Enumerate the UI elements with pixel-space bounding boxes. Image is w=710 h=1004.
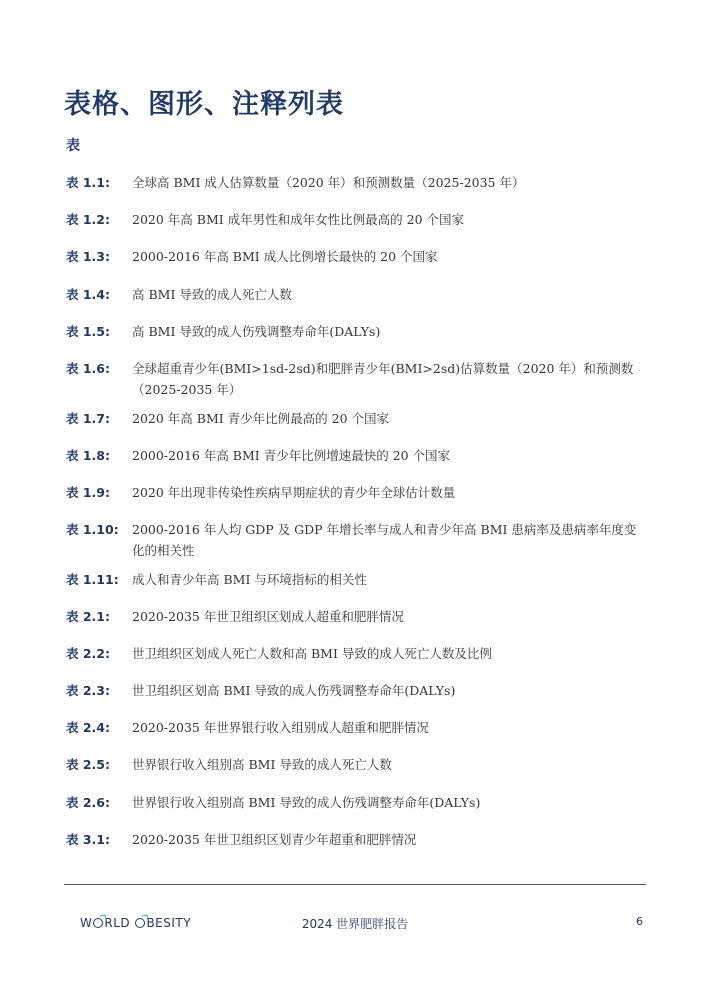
table-title: 2000-2016 年人均 GDP 及 GDP 年增长率与成人和青少年高 BMI 患病率及患病率年度变化的相关性 <box>132 522 637 558</box>
list-item[interactable] <box>66 408 648 429</box>
table-number: 表 1.10: <box>66 522 119 537</box>
list-item[interactable] <box>66 643 648 664</box>
table-title: 2020 年出现非传染性疾病早期症状的青少年全球估计数量 <box>132 485 456 500</box>
table-title: 2020 年高 BMI 成年男性和成年女性比例最高的 20 个国家 <box>132 212 465 227</box>
list-item[interactable] <box>66 172 648 193</box>
logo-text-w: W <box>80 916 93 930</box>
page-title: 表格、图形、注释列表 <box>64 89 344 120</box>
report-title: 2024 世界肥胖报告 <box>301 917 409 931</box>
list-item[interactable] <box>66 680 648 701</box>
logo-text-rld: RLD <box>104 916 135 930</box>
table-number: 表 1.3: <box>66 249 110 264</box>
table-number: 表 2.4: <box>66 720 110 735</box>
table-title: 2000-2016 年高 BMI 成人比例增长最快的 20 个国家 <box>132 249 438 264</box>
table-title: 全球高 BMI 成人估算数量（2020 年）和预测数量（2025-2035 年） <box>132 175 525 190</box>
table-title: 世卫组织区划成人死亡人数和高 BMI 导致的成人死亡人数及比例 <box>132 646 492 661</box>
table-number: 表 1.6: <box>66 361 110 376</box>
list-item[interactable] <box>66 445 648 466</box>
table-title: 2020-2035 年世卫组织区划成人超重和肥胖情况 <box>132 609 404 624</box>
table-title: 2000-2016 年高 BMI 青少年比例增速最快的 20 个国家 <box>132 448 451 463</box>
table-title: 2020-2035 年世界银行收入组别成人超重和肥胖情况 <box>132 720 429 735</box>
list-item[interactable] <box>66 519 648 561</box>
table-number: 表 1.8: <box>66 448 110 463</box>
section-heading-tables: 表 <box>66 138 80 154</box>
table-title: 高 BMI 导致的成人死亡人数 <box>132 287 292 302</box>
table-title: 全球超重青少年(BMI>1sd-2sd)和肥胖青少年(BMI>2sd)估算数量（2020 年）和预测数（2025-2035 年） <box>132 361 634 397</box>
table-number: 表 3.1: <box>66 832 110 847</box>
table-title: 世界银行收入组别高 BMI 导致的成人伤残调整寿命年(DALYs) <box>132 795 481 810</box>
table-title: 世卫组织区划高 BMI 导致的成人伤残调整寿命年(DALYs) <box>132 683 456 698</box>
footer-divider <box>64 884 646 885</box>
list-item[interactable] <box>66 284 648 305</box>
list-item[interactable] <box>66 482 648 503</box>
table-number: 表 1.9: <box>66 485 110 500</box>
table-title: 成人和青少年高 BMI 与环境指标的相关性 <box>132 572 367 587</box>
logo-text-besity: BESITY <box>146 916 192 930</box>
table-number: 表 1.4: <box>66 287 110 302</box>
table-number: 表 1.5: <box>66 324 110 339</box>
list-item[interactable] <box>66 717 648 738</box>
list-item[interactable] <box>66 792 648 813</box>
list-item[interactable] <box>66 358 648 400</box>
list-item[interactable] <box>66 246 648 267</box>
table-title: 世界银行收入组别高 BMI 导致的成人死亡人数 <box>132 757 392 772</box>
list-item[interactable] <box>66 569 648 590</box>
table-number: 表 2.2: <box>66 646 110 661</box>
list-item[interactable] <box>66 829 648 850</box>
list-item[interactable] <box>66 606 648 627</box>
page-number: 6 <box>636 915 643 928</box>
list-item[interactable] <box>66 754 648 775</box>
table-number: 表 2.3: <box>66 683 110 698</box>
table-number: 表 1.7: <box>66 411 110 426</box>
list-item[interactable] <box>66 209 648 230</box>
table-number: 表 1.1: <box>66 175 110 190</box>
table-number: 表 2.5: <box>66 757 110 772</box>
table-title: 高 BMI 导致的成人伤残调整寿命年(DALYs) <box>132 324 381 339</box>
list-item[interactable] <box>66 321 648 342</box>
table-number: 表 2.1: <box>66 609 110 624</box>
table-title: 2020 年高 BMI 青少年比例最高的 20 个国家 <box>132 411 390 426</box>
table-number: 表 1.2: <box>66 212 110 227</box>
table-title: 2020-2035 年世卫组织区划青少年超重和肥胖情况 <box>132 832 417 847</box>
table-number: 表 2.6: <box>66 795 110 810</box>
table-number: 表 1.11: <box>66 572 119 587</box>
